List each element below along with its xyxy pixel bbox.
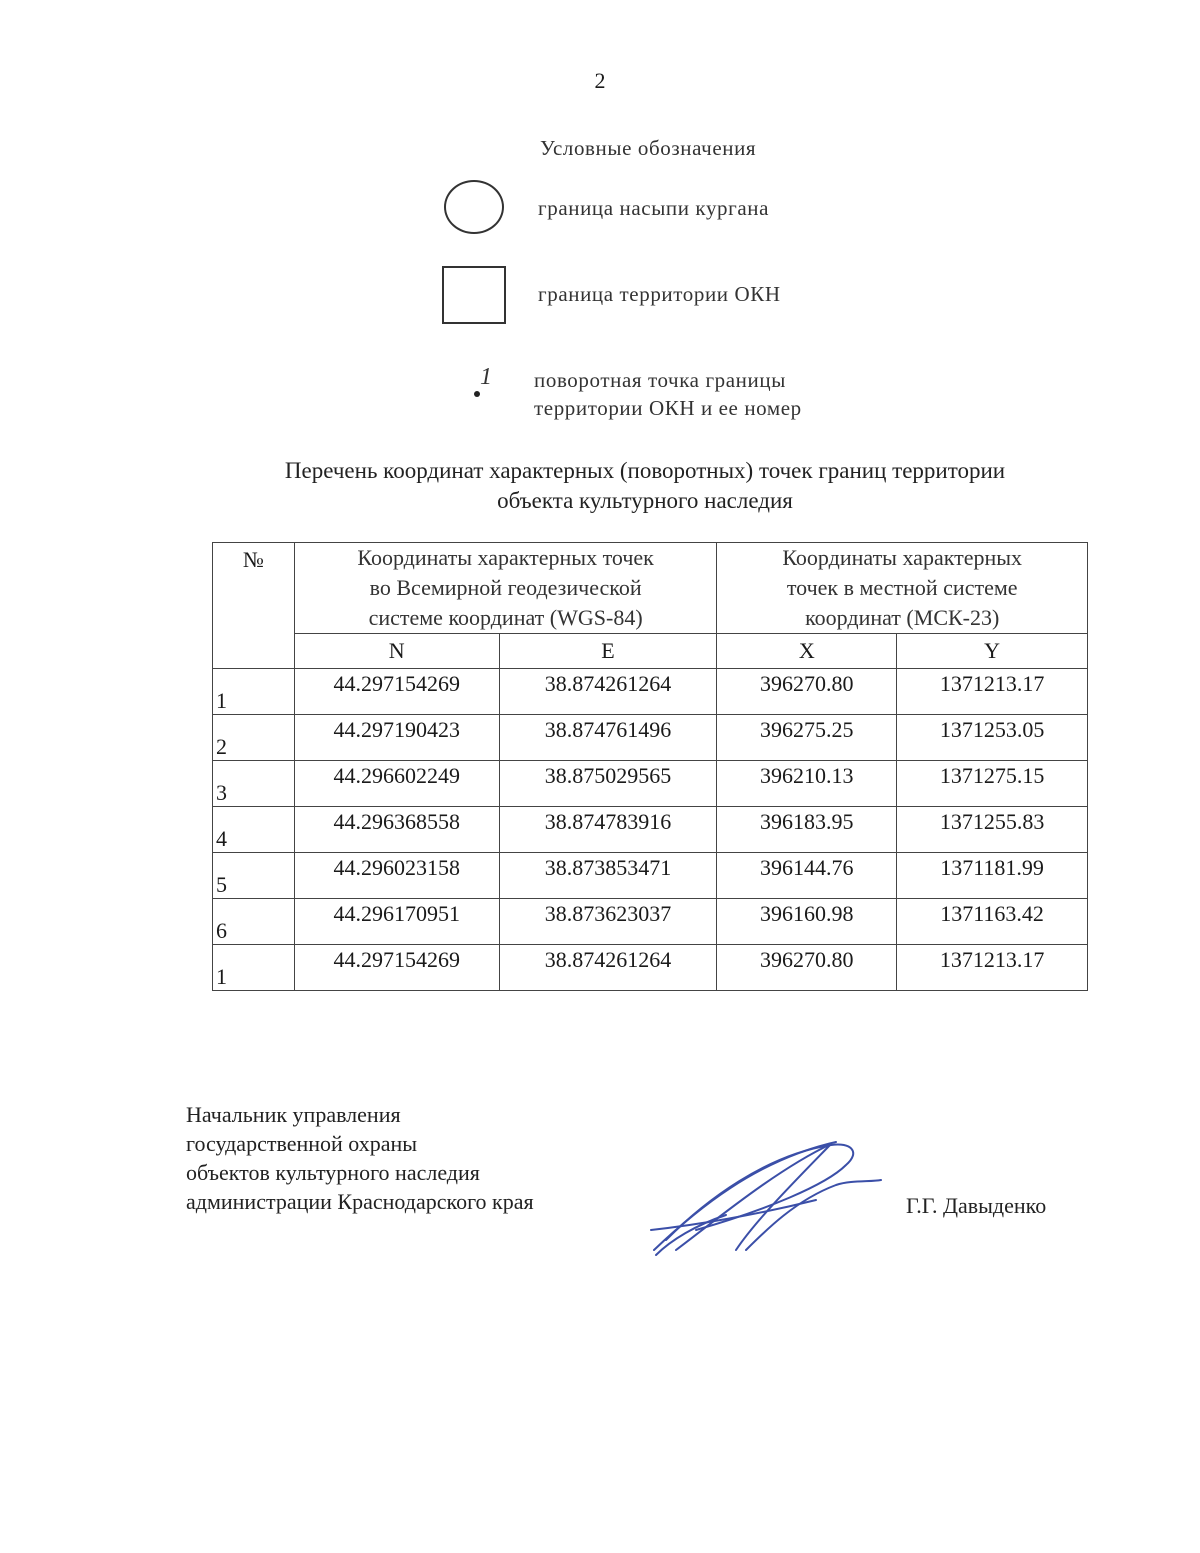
signatory-position-line3: объектов культурного наследия <box>186 1160 480 1185</box>
coordinates-list-title <box>0 456 1200 516</box>
cell-x: 396210.13 <box>717 761 897 807</box>
cell-e: 38.875029565 <box>499 761 717 807</box>
legend-label-turning-point-line1: поворотная точка границы <box>534 368 786 392</box>
turning-point-dot <box>474 391 480 397</box>
cell-point-number: 1 <box>213 669 295 715</box>
header-e: E <box>499 634 717 669</box>
legend-label-territory-boundary: граница территории ОКН <box>538 282 781 306</box>
legend-point-symbol <box>464 364 504 404</box>
cell-x: 396144.76 <box>717 853 897 899</box>
table-row <box>213 945 1088 991</box>
cell-y: 1371253.05 <box>897 715 1088 761</box>
table-row <box>213 761 1088 807</box>
cell-x: 396275.25 <box>717 715 897 761</box>
cell-x: 396270.80 <box>717 669 897 715</box>
legend-title: Условные обозначения <box>540 136 757 160</box>
signatory-position-line4: администрации Краснодарского края <box>186 1189 534 1214</box>
coordinates-table <box>212 542 1088 991</box>
cell-e: 38.874261264 <box>499 669 717 715</box>
table-row <box>213 899 1088 945</box>
cell-point-number: 3 <box>213 761 295 807</box>
legend-square-symbol <box>442 266 506 324</box>
cell-point-number: 2 <box>213 715 295 761</box>
cell-x: 396160.98 <box>717 899 897 945</box>
table-row <box>213 807 1088 853</box>
header-wgs84-line1: Координаты характерных точек <box>357 545 654 570</box>
cell-e: 38.874761496 <box>499 715 717 761</box>
cell-n: 44.297154269 <box>294 669 499 715</box>
header-y: Y <box>897 634 1088 669</box>
signatory-position-line2: государственной охраны <box>186 1131 418 1156</box>
legend-label-turning-point-line2: территории ОКН и ее номер <box>534 396 802 420</box>
header-n: N <box>294 634 499 669</box>
signatory-position-line1: Начальник управления <box>186 1102 401 1127</box>
header-msk23 <box>717 543 1088 634</box>
signatory-position <box>186 1100 534 1216</box>
cell-n: 44.296602249 <box>294 761 499 807</box>
header-msk23-line2: точек в местной системе <box>786 575 1018 600</box>
handwritten-signature <box>636 1130 886 1260</box>
cell-n: 44.297190423 <box>294 715 499 761</box>
header-wgs84 <box>294 543 717 634</box>
cell-y: 1371163.42 <box>897 899 1088 945</box>
cell-e: 38.873853471 <box>499 853 717 899</box>
cell-y: 1371213.17 <box>897 945 1088 991</box>
cell-y: 1371255.83 <box>897 807 1088 853</box>
cell-point-number: 5 <box>213 853 295 899</box>
cell-x: 396270.80 <box>717 945 897 991</box>
cell-point-number: 1 <box>213 945 295 991</box>
legend-label-mound-boundary: граница насыпи кургана <box>538 196 770 220</box>
header-x: X <box>717 634 897 669</box>
table-row <box>213 669 1088 715</box>
cell-y: 1371275.15 <box>897 761 1088 807</box>
cell-e: 38.874783916 <box>499 807 717 853</box>
list-title-line1: Перечень координат характерных (поворотных) точек границ территории <box>284 458 1006 483</box>
cell-e: 38.874261264 <box>499 945 717 991</box>
signatory-name: Г.Г. Давыденко <box>906 1193 1047 1218</box>
legend-label-turning-point <box>534 366 802 422</box>
page-number: 2 <box>594 68 606 93</box>
cell-n: 44.296368558 <box>294 807 499 853</box>
table-header-row <box>213 543 1088 634</box>
table-subheader-row <box>213 634 1088 669</box>
header-msk23-line3: координат (МСК-23) <box>805 605 1000 630</box>
cell-n: 44.296023158 <box>294 853 499 899</box>
cell-y: 1371213.17 <box>897 669 1088 715</box>
cell-n: 44.297154269 <box>294 945 499 991</box>
table-row <box>213 715 1088 761</box>
header-msk23-line1: Координаты характерных <box>782 545 1023 570</box>
cell-x: 396183.95 <box>717 807 897 853</box>
header-wgs84-line2: во Всемирной геодезической <box>369 575 642 600</box>
header-number: № <box>213 543 295 669</box>
cell-point-number: 6 <box>213 899 295 945</box>
cell-y: 1371181.99 <box>897 853 1088 899</box>
cell-e: 38.873623037 <box>499 899 717 945</box>
legend-circle-symbol <box>444 180 504 234</box>
turning-point-number: 1 <box>480 364 492 390</box>
cell-point-number: 4 <box>213 807 295 853</box>
header-wgs84-line3: системе координат (WGS-84) <box>368 605 643 630</box>
table-row <box>213 853 1088 899</box>
list-title-line2: объекта культурного наследия <box>497 488 793 513</box>
cell-n: 44.296170951 <box>294 899 499 945</box>
